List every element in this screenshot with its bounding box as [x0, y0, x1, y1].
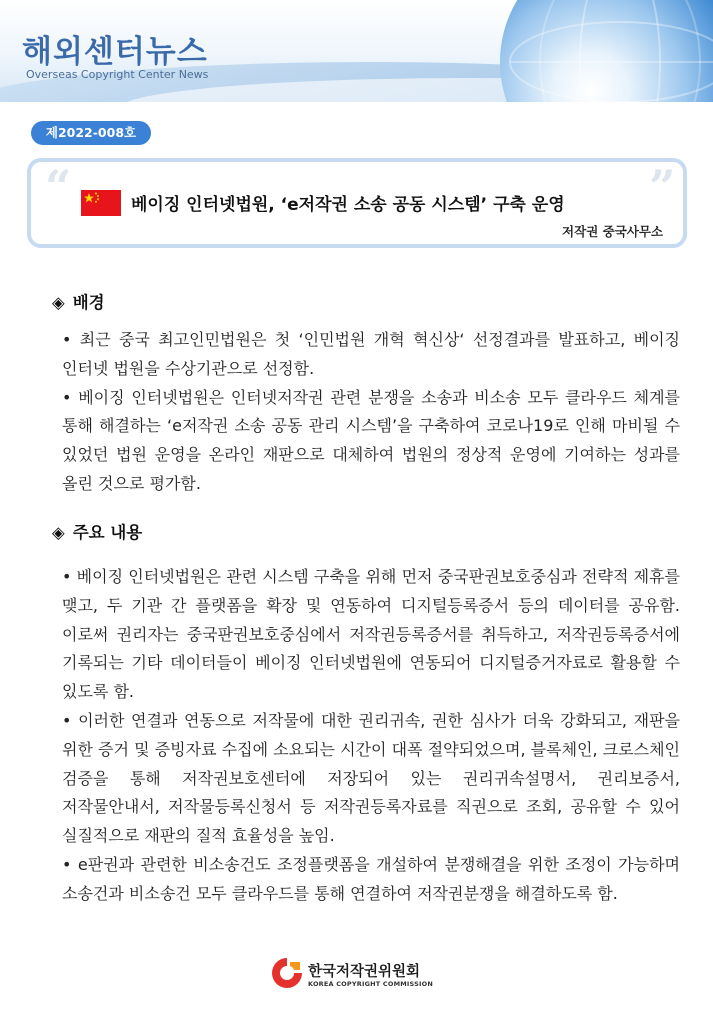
issue-number-badge: 제2022-008호: [31, 121, 151, 145]
commission-logo-icon: [270, 956, 304, 990]
open-quote-icon: “: [45, 160, 72, 214]
close-quote-icon: ”: [649, 160, 676, 214]
banner-subtitle: Overseas Copyright Center News: [26, 68, 209, 81]
section-heading-text: 주요 내용: [72, 523, 143, 542]
headline-title: 베이징 인터넷법원, ‘e저작권 소송 공동 시스템’ 구축 운영: [131, 195, 565, 215]
paragraph: • e판권과 관련한 비소송건도 조정플랫폼을 개설하여 분쟁해결을 위한 조정이 가능하며 소송건과 비소송건 모두 클라우드를 통해 연결하여 저작권분쟁을 해결하도록 함.: [62, 855, 680, 903]
banner-title: 해외센터뉴스: [22, 34, 208, 70]
globe-icon: [500, 0, 713, 102]
footer-org-korean: 한국저작권위원회: [308, 964, 421, 980]
header-banner: [0, 0, 713, 102]
footer-org-english: KOREA COPYRIGHT COMMISSION: [308, 980, 433, 988]
section-heading-text: 배경: [72, 293, 105, 312]
paragraph: • 베이징 인터넷법원은 관련 시스템 구축을 위해 먼저 중국판권보호중심과 전략적 제휴를 맺고, 두 기관 간 플랫폼을 확장 및 연동하여 디지털등록증서 등의 데이터를 공유함. 이로써 권리자는 중국판권보호중심에서 저작권등록증서를 취득하고, 저작권등록증서에 기록되는 기타 데이터들이 베이징 인터넷법원에 연동되어 디지털증거자료로 활용할 수 있도록 함.: [62, 567, 680, 702]
china-flag-icon: [81, 190, 121, 216]
paragraph: • 최근 중국 최고인민법원은 첫 ‘인민법원 개혁 혁신상‘ 선정결과를 발표하고, 베이징 인터넷 법원을 수상기관으로 선정함.: [62, 330, 680, 378]
paragraph: • 베이징 인터넷법원은 인터넷저작권 관련 분쟁을 소송과 비소송 모두 클라우드 체계를 통해 해결하는 ‘e저작권 소송 공동 관리 시스템’을 구축하여 코로나19로 인해 마비될 수 있었던 법원 운영을 온라인 재판으로 대체하여 법원의 정상적 운영에 기여하는 성과를 올린 것으로 평가함.: [62, 387, 680, 493]
diamond-bullet-icon: ◈: [52, 293, 65, 312]
section-heading-main: [52, 519, 142, 543]
section-heading-background: [52, 289, 105, 313]
footer-logo: [270, 956, 450, 996]
headline-box: [27, 158, 687, 248]
paragraph: • 이러한 연결과 연동으로 저작물에 대한 권리귀속, 권한 심사가 더욱 강화되고, 재판을 위한 증거 및 증빙자료 수집에 소요되는 시간이 대폭 절약되었으며, 블록체인, 크로스체인 검증을 통해 저작권보호센터에 저장되어 있는 권리귀속설명서, 권리보증서, 저작물안내서, 저작물등록신청서 등 저작권등록자료를 직권으로 조회, 공유할 수 있어 실질적으로 재판의 질적 효율성을 높임.: [62, 711, 680, 846]
diamond-bullet-icon: ◈: [52, 523, 65, 542]
headline-source: 저작권 중국사무소: [562, 224, 663, 239]
